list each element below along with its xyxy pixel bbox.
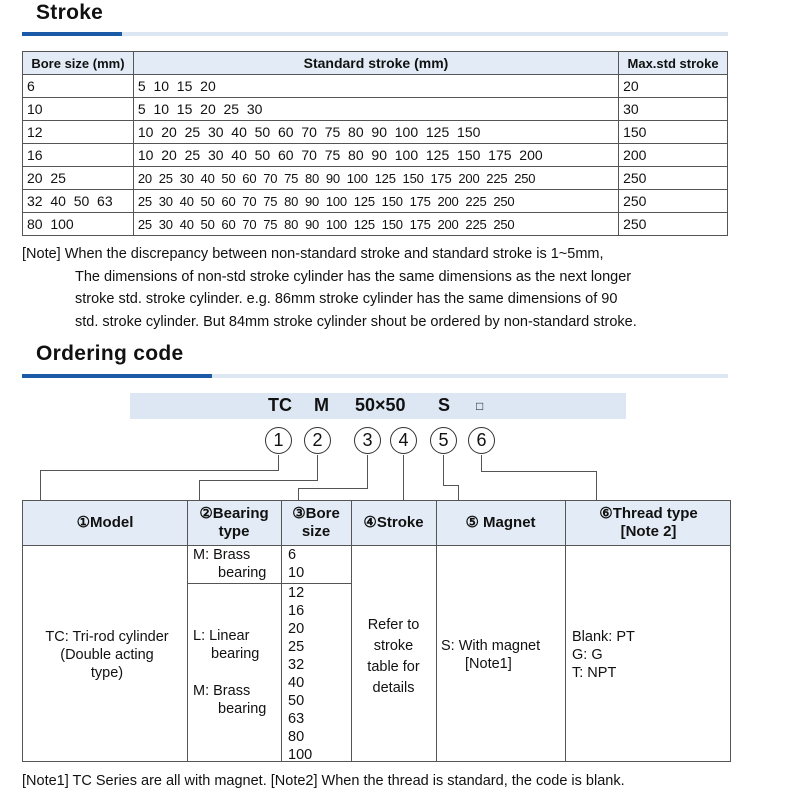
bearing-line: M: Brass [193,547,251,563]
bore-size-cell: 20 25 [23,167,134,190]
bore-group-large [288,584,312,764]
bearing-line: M: Brass [193,683,251,699]
stroke-section-title: Stroke [36,1,104,24]
note-line: The dimensions of non-std stroke cylinder has the same dimensions as the next longer [75,268,632,285]
stroke-header: ④Stroke [363,514,424,531]
code-bore-stroke: 50×50 [355,395,406,415]
bore-group-small [288,546,304,582]
bore-size-cell: 12 [23,121,134,144]
ordering-code-bar [130,393,626,419]
bearing-line: bearing [211,646,260,662]
max-stroke-cell: 250 [619,167,728,190]
max-stroke-cell: 150 [619,121,728,144]
bore-header-line1: ③Bore [292,505,340,522]
note-line: stroke std. stroke cylinder. e.g. 86mm stroke cylinder has the same dimensions of 90 [75,291,618,307]
stroke-line: stroke [373,638,414,654]
model-line: type) [90,665,124,681]
table-row [23,213,728,236]
note-line: [Note] When the discrepancy between non-standard stroke and standard stroke is 1~5mm, [22,246,604,262]
bore-value: 10 [288,565,305,581]
max-stroke-cell: 250 [619,213,728,236]
magnet-header: ⑤ Magnet [465,514,536,531]
bore-header-line2: size [301,523,331,540]
circle-number-2: 2 [304,427,331,454]
thread-line: G: G [572,647,603,663]
thread-line: Blank: PT [572,629,635,645]
bore-size-cell: 16 [23,144,134,167]
bore-value: 100 [288,747,313,763]
bearing-line: L: Linear [193,628,250,644]
note-line: std. stroke cylinder. But 84mm stroke cylinder shout be ordered by non-standard stroke. [75,313,637,330]
bearing-line: bearing [218,565,267,581]
model-line: (Double acting [60,647,154,663]
circle-number-3: 3 [354,427,381,454]
max-stroke-cell: 200 [619,144,728,167]
max-stroke-cell: 30 [619,98,728,121]
magnet-line: S: With magnet [441,638,541,654]
ordering-footnote: [Note1] TC Series are all with magnet. [Note2] When the thread is standard, the code is blank. [22,773,625,789]
stroke-table [22,51,728,236]
bearing-linear-option [193,627,259,663]
code-magnet: S [438,395,451,415]
standard-stroke-cell: 25 30 40 50 60 70 75 80 90 100 125 150 175 200 225 250 [133,213,618,236]
table-row [23,144,728,167]
bore-value: 32 [288,657,305,673]
bore-value: 80 [288,729,305,745]
circle-number-4: 4 [390,427,417,454]
stroke-title-rule [22,32,728,36]
model-header: ①Model [76,514,134,531]
table-row [23,98,728,121]
table-row [23,121,728,144]
bore-size-cell: 6 [23,75,134,98]
bore-value: 50 [288,693,305,709]
model-line: TC: Tri-rod cylinder [45,629,169,645]
thread-header-line2: [Note 2] [620,523,677,540]
max-std-stroke-header: Max.std stroke [619,52,728,75]
circle-number-5: 5 [430,427,457,454]
stroke-line: table for [367,659,420,675]
bearing-brass-option-2 [193,682,266,718]
stroke-note [22,243,637,333]
stroke-line: details [372,680,415,696]
standard-stroke-cell: 5 10 15 20 [133,75,618,98]
stroke-table-header [23,52,728,75]
bearing-type-header [187,505,281,541]
standard-stroke-cell: 5 10 15 20 25 30 [133,98,618,121]
bore-size-cell: 80 100 [23,213,134,236]
code-thread-box: □ [476,399,484,413]
max-stroke-cell: 250 [619,190,728,213]
bore-value: 63 [288,711,305,727]
circle-number-6: 6 [468,427,495,454]
max-stroke-cell: 20 [619,75,728,98]
standard-stroke-cell: 25 30 40 50 60 70 75 80 90 100 125 150 175 200 225 250 [133,190,618,213]
ordering-title-rule [22,374,728,378]
standard-stroke-cell: 20 25 30 40 50 60 70 75 80 90 100 125 150 175 200 225 250 [133,167,618,190]
bore-size-cell: 32 40 50 63 [23,190,134,213]
bore-size-header: Bore size (mm) [23,52,134,75]
bore-value: 25 [288,639,305,655]
ordering-code-table [22,500,731,762]
bore-value: 40 [288,675,305,691]
bore-value: 20 [288,621,305,637]
standard-stroke-cell: 10 20 25 30 40 50 60 70 75 80 90 100 125 150 175 200 [133,144,618,167]
stroke-value [351,615,436,699]
bore-size-cell: 10 [23,98,134,121]
code-model: TC [268,395,292,415]
code-bearing: M [314,395,329,415]
thread-line: T: NPT [572,665,617,681]
magnet-value [441,637,540,673]
stroke-line: Refer to [367,617,420,633]
circle-number-1: 1 [265,427,292,454]
bearing-brass-option [193,546,266,582]
bearing-line: bearing [218,701,267,717]
standard-stroke-header: Standard stroke (mm) [133,52,618,75]
thread-header-line1: ⑥Thread type [599,505,698,522]
bore-value: 16 [288,603,305,619]
magnet-line: [Note1] [465,656,512,672]
bore-size-header [281,505,351,541]
bearing-header-line1: ②Bearing [199,505,269,522]
standard-stroke-cell: 10 20 25 30 40 50 60 70 75 80 90 100 125 150 [133,121,618,144]
model-value [27,628,187,682]
bore-value: 12 [288,585,305,601]
thread-type-header [565,505,732,541]
table-row [23,190,728,213]
ordering-section-title: Ordering code [36,342,184,365]
table-row [23,167,728,190]
bearing-header-line2: type [218,523,250,540]
table-row [23,75,728,98]
thread-value [572,628,635,682]
bore-value: 6 [288,547,297,563]
